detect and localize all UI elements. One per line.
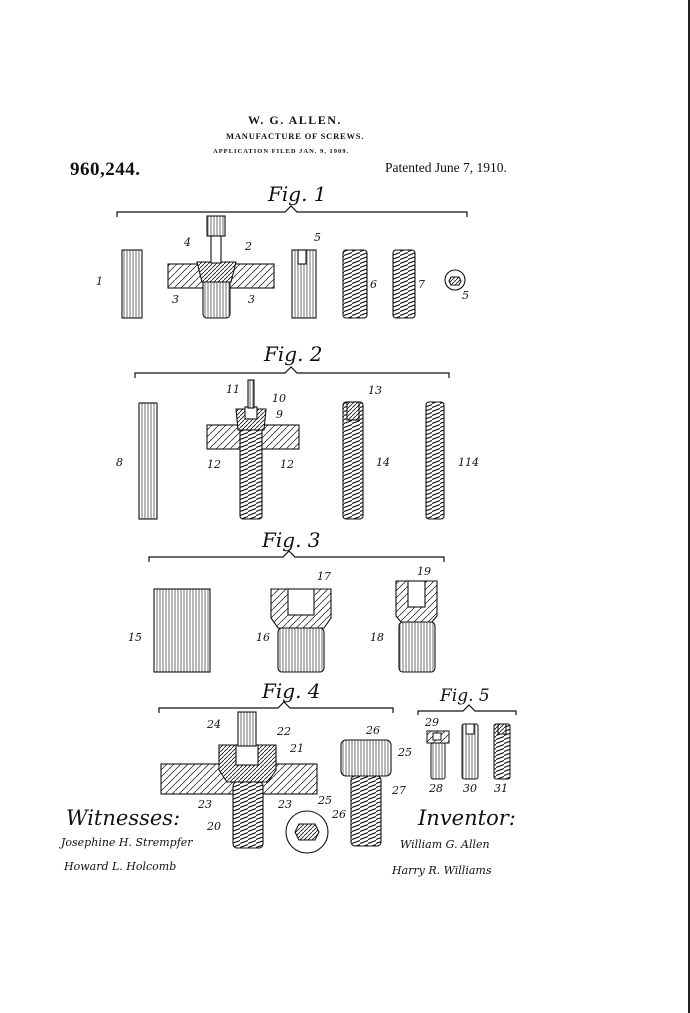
ref-numeral: 114 (458, 456, 479, 469)
patent-title: MANUFACTURE OF SCREWS. (226, 131, 365, 141)
witnesses-label: Witnesses: (66, 806, 181, 830)
fig1-punch (207, 216, 225, 236)
fig1-blank-rod (122, 250, 142, 318)
fig4-label: Fig. 4 (262, 679, 321, 703)
ref-numeral: 1 (96, 275, 103, 288)
ref-numeral: 13 (368, 384, 382, 397)
ref-numeral: 11 (226, 383, 240, 396)
fig2-label: Fig. 2 (264, 342, 323, 366)
fig2-blank-rod (139, 403, 157, 519)
fig1-threaded-screw-2 (393, 250, 415, 318)
fig3-shank (278, 628, 324, 672)
ref-numeral: 26 (366, 724, 380, 737)
witness-signature-2: Howard L. Holcomb (64, 860, 177, 873)
fig2-socket-section (347, 402, 359, 420)
fig3-socket-2 (408, 581, 425, 607)
witness-signature-1: Josephine H. Strempfer (61, 836, 193, 849)
fig1-socket (298, 250, 306, 264)
ref-numeral: 5 (462, 289, 469, 302)
ref-numeral: 24 (207, 718, 221, 731)
ref-numeral: 15 (128, 631, 142, 644)
fig3-socket (288, 589, 314, 615)
ref-numeral: 20 (207, 820, 221, 833)
ref-numeral: 14 (376, 456, 390, 469)
ref-numeral: 12 (280, 458, 294, 471)
ref-numeral: 29 (425, 716, 439, 729)
fig5-socket-2 (466, 724, 474, 734)
ref-numeral: 23 (198, 798, 212, 811)
ref-numeral: 7 (418, 278, 425, 291)
ref-numeral: 30 (463, 782, 477, 795)
fig4-hex-socket (295, 824, 319, 840)
fig5-socket-3 (498, 724, 506, 734)
fig3-shank-2 (399, 622, 435, 672)
fig2-socket (245, 407, 257, 419)
ref-numeral: 3 (248, 293, 255, 306)
fig3-large-blank (154, 589, 210, 672)
ref-numeral: 26 (332, 808, 346, 821)
fig2-punch (248, 380, 254, 408)
fig5-shank-1 (431, 743, 445, 779)
fig4-socket (236, 745, 258, 765)
ref-numeral: 23 (278, 798, 292, 811)
ref-numeral: 17 (317, 570, 331, 583)
fig1-threaded-screw (343, 250, 367, 318)
ref-numeral: 8 (116, 456, 123, 469)
fig1-head (197, 262, 236, 282)
fig4-punch (238, 712, 256, 746)
ref-numeral: 22 (277, 725, 291, 738)
ref-numeral: 5 (314, 231, 321, 244)
ref-numeral: 25 (318, 794, 332, 807)
ref-numeral: 10 (272, 392, 286, 405)
ref-numeral: 4 (184, 236, 191, 249)
fig1-punch-stem (211, 235, 221, 263)
fig1-hex-socket (449, 277, 461, 285)
fig3-label: Fig. 3 (262, 528, 321, 552)
inventor-name-header: W. G. ALLEN. (248, 113, 342, 127)
inventor-signature: William G. Allen (400, 838, 490, 851)
ref-numeral: 19 (417, 565, 431, 578)
ref-numeral: 12 (207, 458, 221, 471)
inventor-label: Inventor: (418, 806, 516, 830)
ref-numeral: 21 (290, 742, 304, 755)
ref-numeral: 6 (370, 278, 377, 291)
fig5-label: Fig. 5 (440, 686, 490, 706)
fig4-screw-head (341, 740, 391, 776)
attorney-signature: Harry R. Williams (392, 864, 492, 877)
ref-numeral: 18 (370, 631, 384, 644)
fig1-label: Fig. 1 (268, 182, 327, 206)
ref-numeral: 9 (276, 408, 283, 421)
ref-numeral: 25 (398, 746, 412, 759)
fig4-screw-shank (351, 776, 381, 846)
ref-numeral: 2 (245, 240, 252, 253)
ref-numeral: 31 (494, 782, 508, 795)
patent-date: Patented June 7, 1910. (385, 160, 507, 175)
ref-numeral: 16 (256, 631, 270, 644)
fig4-threaded-shank (233, 782, 263, 848)
fig2-threaded-screw (240, 425, 262, 519)
fig2-threaded-screw-3 (426, 402, 444, 519)
patent-number: 960,244. (70, 159, 141, 180)
ref-numeral: 28 (429, 782, 443, 795)
filing-date: APPLICATION FILED JAN. 9, 1909. (213, 148, 350, 155)
ref-numeral: 27 (392, 784, 406, 797)
ref-numeral: 3 (172, 293, 179, 306)
fig5-socket-1 (433, 733, 441, 740)
